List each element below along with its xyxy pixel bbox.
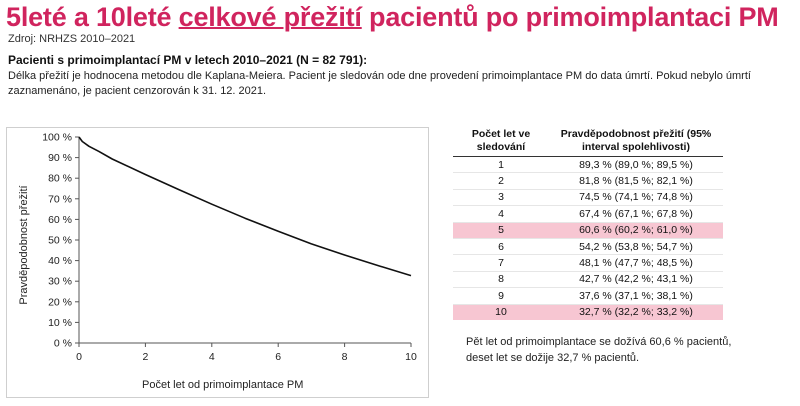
cohort-subtitle: Pacienti s primoimplantací PM v letech 2010–2021 (N = 82 791): (8, 53, 368, 67)
table-cell-years: 10 (453, 304, 549, 320)
table-cell-probability: 37,6 % (37,1 %; 38,1 %) (549, 288, 723, 304)
table-cell-years: 3 (453, 189, 549, 205)
table-row (453, 304, 723, 320)
table-header-probability: Pravděpodobnost přežití (95% interval spolehlivosti) (549, 127, 723, 157)
table-cell-years: 7 (453, 255, 549, 271)
table-row (453, 222, 723, 238)
survival-chart (6, 127, 429, 398)
page-title-part-1: 5leté a 10leté (6, 2, 179, 32)
table-row (453, 157, 723, 173)
y-tick-label: 30 % (48, 275, 72, 288)
table-cell-probability: 67,4 % (67,1 %; 67,8 %) (549, 206, 723, 222)
table-cell-probability: 81,8 % (81,5 %; 82,1 %) (549, 173, 723, 189)
x-tick-label: 0 (76, 351, 82, 363)
survival-table (453, 127, 723, 320)
y-tick-label: 70 % (48, 193, 72, 206)
x-tick-label: 4 (208, 351, 215, 363)
table-cell-years: 2 (453, 173, 549, 189)
table-cell-years: 5 (453, 222, 549, 238)
table-cell-probability: 54,2 % (53,8 %; 54,7 %) (549, 238, 723, 254)
table-row (453, 271, 723, 287)
table-row (453, 255, 723, 271)
y-tick-label: 100 % (42, 131, 72, 144)
y-tick-label: 50 % (48, 234, 72, 247)
table-cell-probability: 74,5 % (74,1 %; 74,8 %) (549, 189, 723, 205)
table-cell-probability: 60,6 % (60,2 %; 61,0 %) (549, 222, 723, 238)
page-title-part-3: pacientů po primoimplantaci PM (361, 2, 779, 32)
table-cell-probability: 48,1 % (47,7 %; 48,5 %) (549, 255, 723, 271)
table-cell-years: 4 (453, 206, 549, 222)
summary-line-2: deset let se dožije 32,7 % pacientů. (466, 352, 640, 364)
summary-note (466, 334, 786, 366)
table-body (453, 157, 723, 320)
table-row (453, 173, 723, 189)
y-tick-label: 20 % (48, 296, 72, 309)
table-cell-probability: 89,3 % (89,0 %; 89,5 %) (549, 157, 723, 173)
chart-y-axis-label: Pravděpodobnost přežití (18, 185, 30, 305)
chart-x-axis-label: Počet let od primoimplantace PM (142, 379, 304, 391)
table-header-row (453, 127, 723, 157)
table-row (453, 206, 723, 222)
table-cell-years: 9 (453, 288, 549, 304)
y-tick-label: 90 % (48, 152, 72, 165)
x-tick-label: 6 (275, 351, 282, 363)
table-cell-probability: 42,7 % (42,2 %; 43,1 %) (549, 271, 723, 287)
y-tick-label: 60 % (48, 213, 72, 226)
survival-curve-line (79, 137, 411, 276)
table-cell-probability: 32,7 % (32,2 %; 33,2 %) (549, 304, 723, 320)
method-description: Délka přežití je hodnocena metodou dle Kaplana-Meiera. Pacient je sledován ode dne provedení primoimplantace PM do data úmrtí. Pokud nebylo úmrtí zaznamenáno, je pacient cenzorován k 31. 12. 2021. (8, 70, 751, 97)
page-title-part-2: celkové přežití (178, 2, 362, 32)
summary-line-1: Pět let od primoimplantace se dožívá 60,6 % pacientů, (466, 336, 732, 348)
table-cell-years: 6 (453, 238, 549, 254)
y-tick-label: 10 % (48, 316, 72, 329)
table-row (453, 238, 723, 254)
source-note: Zdroj: NRHZS 2010–2021 (8, 33, 136, 45)
table-cell-years: 1 (453, 157, 549, 173)
table-cell-years: 8 (453, 271, 549, 287)
y-tick-label: 80 % (48, 172, 72, 185)
y-tick-label: 0 % (53, 337, 72, 350)
x-tick-label: 2 (142, 351, 149, 363)
survival-chart-svg (7, 128, 428, 397)
table-row (453, 189, 723, 205)
x-tick-label: 10 (405, 351, 417, 363)
table-row (453, 288, 723, 304)
table-header-years: Počet let ve sledování (453, 127, 549, 157)
y-tick-label: 40 % (48, 255, 72, 268)
x-tick-label: 8 (341, 351, 348, 363)
page-title (6, 2, 779, 33)
